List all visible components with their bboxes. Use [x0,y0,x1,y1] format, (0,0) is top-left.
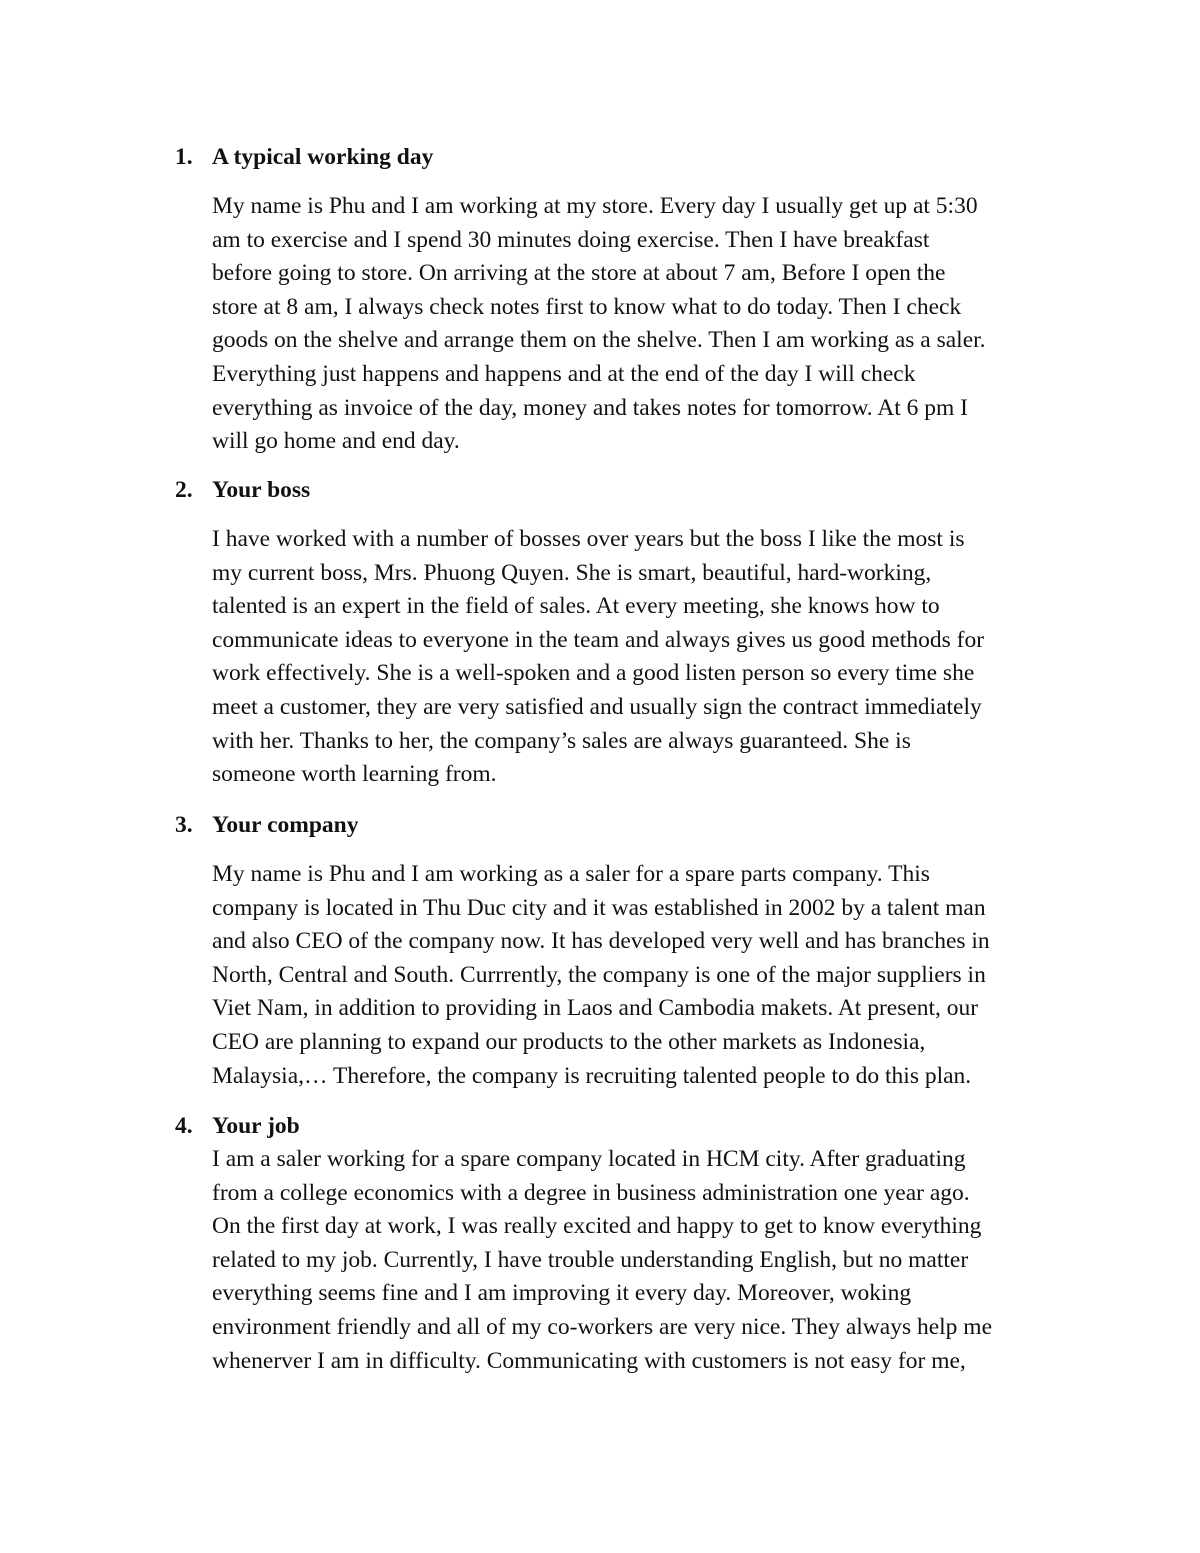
paragraph-line: and also CEO of the company now. It has developed very well and has branches in [212,928,990,955]
paragraph-line: meet a customer, they are very satisfied and usually sign the contract immediately [212,693,982,720]
paragraph-line: Viet Nam, in addition to providing in Laos and Cambodia makets. At present, our [212,995,979,1022]
section-heading [0,808,1200,842]
section-number: 4. [175,1113,193,1139]
paragraph-line: am to exercise and I spend 30 minutes doing exercise. Then I have breakfast [212,226,930,253]
paragraph-line: My name is Phu and I am working as a saler for a spare parts company. This [212,861,930,887]
paragraph-line: I have worked with a number of bosses over years but the boss I like the most is [212,526,965,552]
paragraph-line: talented is an expert in the field of sales. At every meeting, she knows how to [212,593,940,620]
paragraph-line: CEO are planning to expand our products to the other markets as Indonesia, [212,1028,926,1055]
paragraph-line: someone worth learning from. [212,761,497,788]
paragraph-line: North, Central and South. Currrently, the company is one of the major suppliers in [212,961,986,988]
section-title: A typical working day [212,144,434,170]
section-paragraph [212,858,1072,1093]
section-title: Your boss [212,477,311,503]
section-title: Your job [212,1113,300,1139]
section-number: 1. [175,144,193,170]
paragraph-line: related to my job. Currently, I have trouble understanding English, but no matter [212,1246,969,1273]
paragraph-line: On the first day at work, I was really excited and happy to get to know everything [212,1213,982,1240]
paragraph-line: with her. Thanks to her, the company’s sales are always guaranteed. She is [212,727,911,754]
paragraph-line: communicate ideas to everyone in the team and always gives us good methods for [212,626,985,653]
section-paragraph [212,190,1072,459]
paragraph-line: before going to store. On arriving at the store at about 7 am, Before I open the [212,260,946,287]
section-paragraph [212,1143,1072,1378]
paragraph-line: whenerver I am in difficulty. Communicating with customers is not easy for me, [212,1347,966,1374]
paragraph-line: everything seems fine and I am improving it every day. Moreover, woking [212,1280,912,1307]
paragraph-line: I am a saler working for a spare company located in HCM city. After graduating [212,1146,966,1172]
paragraph-line: my current boss, Mrs. Phuong Quyen. She is smart, beautiful, hard-working, [212,559,932,586]
paragraph-line: environment friendly and all of my co-workers are very nice. They always help me [212,1313,993,1340]
paragraph-line: work effectively. She is a well-spoken and a good listen person so every time she [212,660,975,687]
paragraph-line: My name is Phu and I am working at my store. Every day I usually get up at 5:30 [212,193,978,219]
section-heading [0,140,1200,174]
paragraph-line: from a college economics with a degree in business administration one year ago. [212,1179,970,1206]
paragraph-line: Malaysia,… Therefore, the company is recruiting talented people to do this plan. [212,1062,972,1089]
section-number: 2. [175,477,193,503]
paragraph-line: everything as invoice of the day, money and takes notes for tomorrow. At 6 pm I [212,394,968,421]
paragraph-line: goods on the shelve and arrange them on the shelve. Then I am working as a saler. [212,327,986,354]
section-title: Your company [212,812,359,838]
paragraph-line: will go home and end day. [212,428,460,455]
section-heading [0,1109,1200,1143]
paragraph-line: store at 8 am, I always check notes first to know what to do today. Then I check [212,293,962,320]
paragraph-line: Everything just happens and happens and at the end of the day I will check [212,360,916,387]
paragraph-line: company is located in Thu Duc city and it was established in 2002 by a talent man [212,894,986,921]
section-paragraph [212,523,1072,792]
section-heading [0,473,1200,507]
section-number: 3. [175,812,193,838]
